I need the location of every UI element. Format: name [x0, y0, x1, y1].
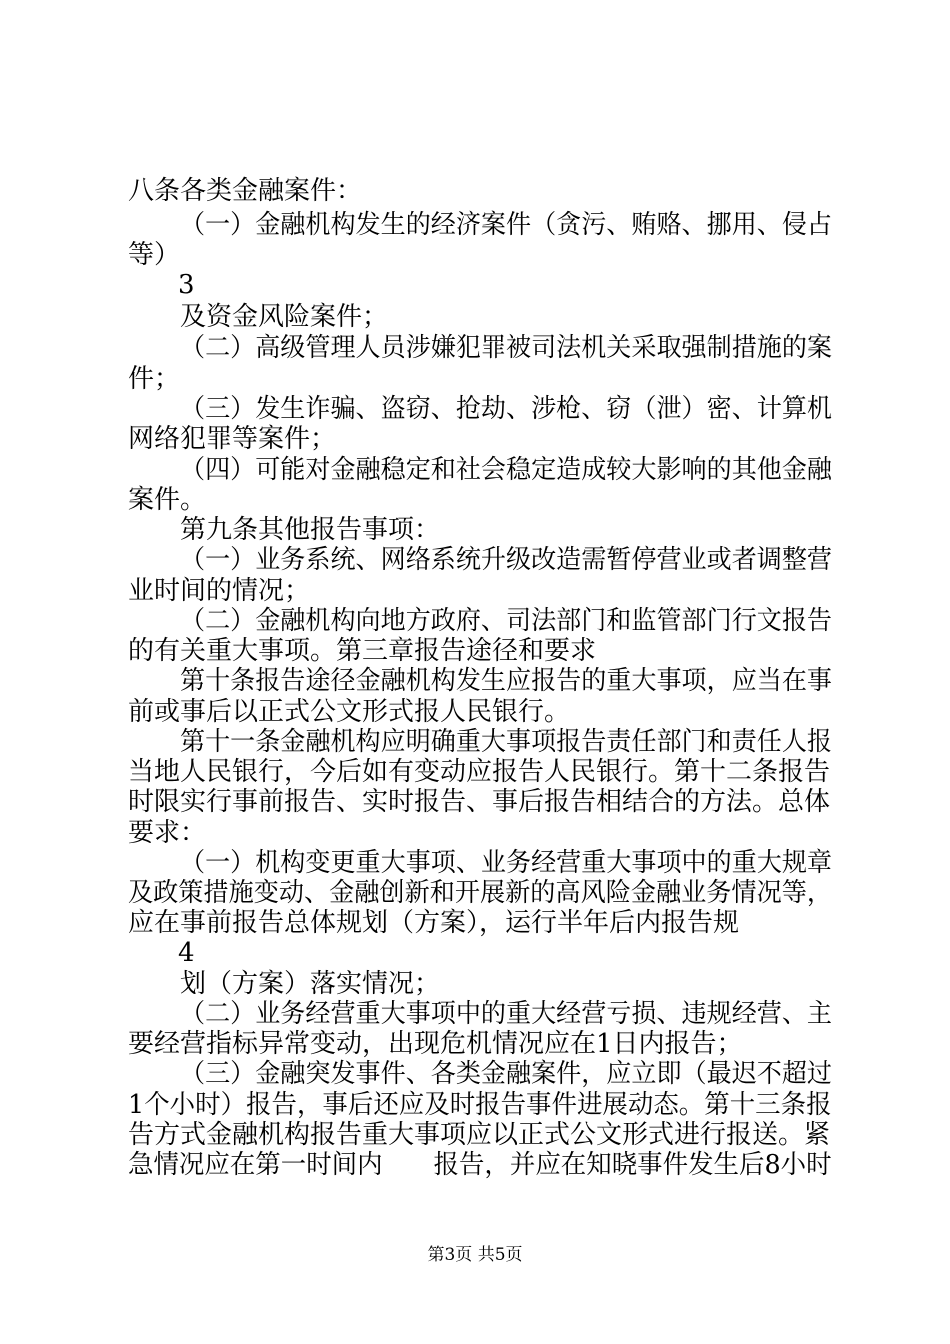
- text-line: 应在事前报告总体规划（方案），运行半年后内报告规: [128, 908, 740, 938]
- text-line: 第十一条金融机构应明确重大事项报告责任部门和责任人报: [180, 727, 833, 757]
- text-line: 急情况应在第一时间内 报告，并应在知晓事件发生后8小时: [128, 1150, 832, 1180]
- text-line: （四）可能对金融稳定和社会稳定造成较大影响的其他金融: [180, 455, 833, 485]
- text-line: 及资金风险案件；: [180, 302, 389, 332]
- text-line: （一）业务系统、网络系统升级改造需暂停营业或者调整营: [180, 545, 833, 575]
- text-line: 网络犯罪等案件；: [128, 424, 337, 454]
- text-line: （三）发生诈骗、盗窃、抢劫、涉枪、窃（泄）密、计算机: [180, 394, 833, 424]
- page-number-marker: 4: [178, 938, 195, 968]
- text-line: 等）: [128, 240, 181, 270]
- text-line: 件；: [128, 364, 181, 394]
- text-line: （一）金融机构发生的经济案件（贪污、贿赂、挪用、侵占: [180, 210, 833, 240]
- text-line: 案件。: [128, 485, 207, 515]
- text-line: 业时间的情况；: [128, 576, 311, 606]
- text-line: （一）机构变更重大事项、业务经营重大事项中的重大规章: [180, 848, 833, 878]
- text-line: （二）业务经营重大事项中的重大经营亏损、违规经营、主: [180, 999, 833, 1029]
- text-line: 第十条报告途径金融机构发生应报告的重大事项，应当在事: [180, 666, 833, 696]
- text-line: （三）金融突发事件、各类金融案件，应立即（最迟不超过: [180, 1059, 833, 1089]
- text-line: （二）高级管理人员涉嫌犯罪被司法机关采取强制措施的案: [180, 333, 833, 363]
- text-line: 八条各类金融案件：: [128, 176, 363, 206]
- text-line: 当地人民银行，今后如有变动应报告人民银行。第十二条报告: [128, 757, 831, 787]
- text-line: 前或事后以正式公文形式报人民银行。: [128, 697, 571, 727]
- text-line: 及政策措施变动、金融创新和开展新的高风险金融业务情况等，: [128, 878, 833, 908]
- text-line: 划（方案）落实情况；: [180, 969, 441, 999]
- text-line: 时限实行事前报告、实时报告、事后报告相结合的方法。总体: [128, 787, 831, 817]
- text-line: 要经营指标异常变动，出现危机情况应在1日内报告；: [128, 1029, 743, 1059]
- text-line: 要求：: [128, 818, 207, 848]
- page-number-marker: 3: [178, 270, 195, 300]
- text-line: 的有关重大事项。第三章报告途径和要求: [128, 636, 597, 666]
- text-line: 1个小时）报告，事后还应及时报告事件进展动态。第十三条报: [128, 1090, 832, 1120]
- text-line: 第九条其他报告事项：: [180, 515, 441, 545]
- text-line: 告方式金融机构报告重大事项应以正式公文形式进行报送。紧: [128, 1120, 831, 1150]
- text-line: （二）金融机构向地方政府、司法部门和监管部门行文报告: [180, 606, 833, 636]
- page-footer: 第3页 共5页: [427, 1245, 523, 1265]
